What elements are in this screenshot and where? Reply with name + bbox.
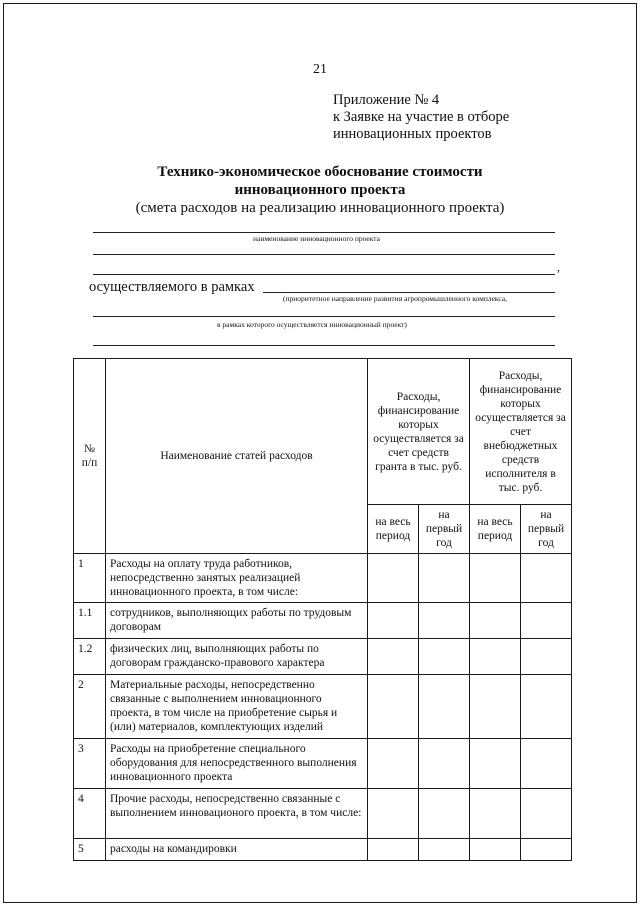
title-line-1: Технико-экономическое обоснование стоимости — [157, 164, 483, 180]
within-label: осуществляемого в рамках — [89, 279, 255, 295]
table-row — [74, 739, 572, 789]
document-title — [60, 163, 580, 217]
cell-own-total[interactable] — [470, 554, 521, 603]
table-row — [74, 639, 572, 675]
cell-own-first-year[interactable] — [521, 675, 572, 739]
row-number: 1 — [74, 554, 106, 603]
table-row — [74, 675, 572, 739]
title-line-2: инновационного проекта — [234, 182, 406, 198]
header-grant-first-year: на первый год — [419, 505, 470, 554]
row-item-name: физических лиц, выполняющих работы по договорам гражданско-правового характера — [106, 639, 368, 675]
comma-mark: , — [557, 260, 560, 274]
cell-grant-total[interactable] — [368, 789, 419, 839]
appendix-line-1: Приложение № 4 — [333, 92, 440, 108]
table-row — [74, 789, 572, 839]
cell-own-total[interactable] — [470, 839, 521, 861]
header-own-first-year: на первый год — [521, 505, 572, 554]
cell-own-first-year[interactable] — [521, 603, 572, 639]
row-item-name: Материальные расходы, непосредственно связанные с выполнением инновационного проекта, в том числе на приобретение сырья и (или) материалов, комплектующих изделий — [106, 675, 368, 739]
cell-grant-first-year[interactable] — [419, 603, 470, 639]
cell-grant-total[interactable] — [368, 603, 419, 639]
cell-grant-first-year[interactable] — [419, 739, 470, 789]
project-name-line-3[interactable] — [93, 274, 555, 275]
cell-grant-total[interactable] — [368, 839, 419, 861]
project-name-line-1[interactable] — [93, 232, 555, 233]
header-item-name: Наименование статей расходов — [106, 359, 368, 554]
direction-caption-2: в рамках которого осуществляется инновационный проект) — [217, 320, 407, 329]
row-number: 5 — [74, 839, 106, 861]
cell-own-first-year[interactable] — [521, 839, 572, 861]
row-number: 4 — [74, 789, 106, 839]
header-grant-total: на весь период — [368, 505, 419, 554]
cell-grant-first-year[interactable] — [419, 839, 470, 861]
cell-own-total[interactable] — [470, 603, 521, 639]
cell-own-first-year[interactable] — [521, 554, 572, 603]
page-number: 21 — [313, 62, 327, 77]
cell-own-first-year[interactable] — [521, 739, 572, 789]
project-name-caption: наименование инновационного проекта — [253, 234, 381, 243]
row-number: 1.2 — [74, 639, 106, 675]
row-item-name: Прочие расходы, непосредственно связанные с выполнением инновационого проекта, в том числе: — [106, 789, 368, 839]
cell-grant-total[interactable] — [368, 675, 419, 739]
table-row — [74, 603, 572, 639]
row-item-name: расходы на командировки — [106, 839, 368, 861]
cell-grant-first-year[interactable] — [419, 639, 470, 675]
cell-own-total[interactable] — [470, 675, 521, 739]
table-row — [74, 839, 572, 861]
row-number: 3 — [74, 739, 106, 789]
cell-grant-total[interactable] — [368, 554, 419, 603]
cell-own-total[interactable] — [470, 789, 521, 839]
row-item-name: Расходы на оплату труда работников, непосредственно занятых реализацией инновационного проекта, в том числе: — [106, 554, 368, 603]
cell-grant-total[interactable] — [368, 739, 419, 789]
cell-own-first-year[interactable] — [521, 639, 572, 675]
cost-estimate-table — [73, 358, 572, 861]
row-number: 2 — [74, 675, 106, 739]
direction-line-3[interactable] — [93, 345, 555, 346]
row-item-name: сотрудников, выполняющих работы по трудовым договорам — [106, 603, 368, 639]
header-own-funded: Расходы, финансирование которых осуществляется за счет внебюджетных средств исполнителя в тыс. руб. — [470, 359, 572, 505]
cell-grant-first-year[interactable] — [419, 789, 470, 839]
table-row — [74, 554, 572, 603]
cell-grant-total[interactable] — [368, 639, 419, 675]
header-own-total: на весь период — [470, 505, 521, 554]
direction-line-2[interactable] — [93, 316, 555, 317]
appendix-line-2: к Заявке на участие в отборе — [333, 109, 510, 125]
direction-line-1[interactable] — [263, 292, 555, 293]
project-name-line-2[interactable] — [93, 254, 555, 255]
appendix-line-3: инновационных проектов — [333, 126, 492, 142]
row-number: 1.1 — [74, 603, 106, 639]
header-number: № п/п — [74, 359, 106, 554]
cell-own-total[interactable] — [470, 739, 521, 789]
cell-grant-first-year[interactable] — [419, 675, 470, 739]
row-item-name: Расходы на приобретение специального оборудования для непосредственного выполнения инновационного проекта — [106, 739, 368, 789]
appendix-note — [333, 92, 509, 143]
cell-own-first-year[interactable] — [521, 789, 572, 839]
cell-grant-first-year[interactable] — [419, 554, 470, 603]
cell-own-total[interactable] — [470, 639, 521, 675]
title-line-3: (смета расходов на реализацию инновационного проекта) — [135, 200, 505, 216]
direction-caption-1: (приоритетное направление развития агропромышленного комплекса, — [283, 294, 508, 303]
header-grant-funded: Расходы, финансирование которых осуществляется за счет средств гранта в тыс. руб. — [368, 359, 470, 505]
